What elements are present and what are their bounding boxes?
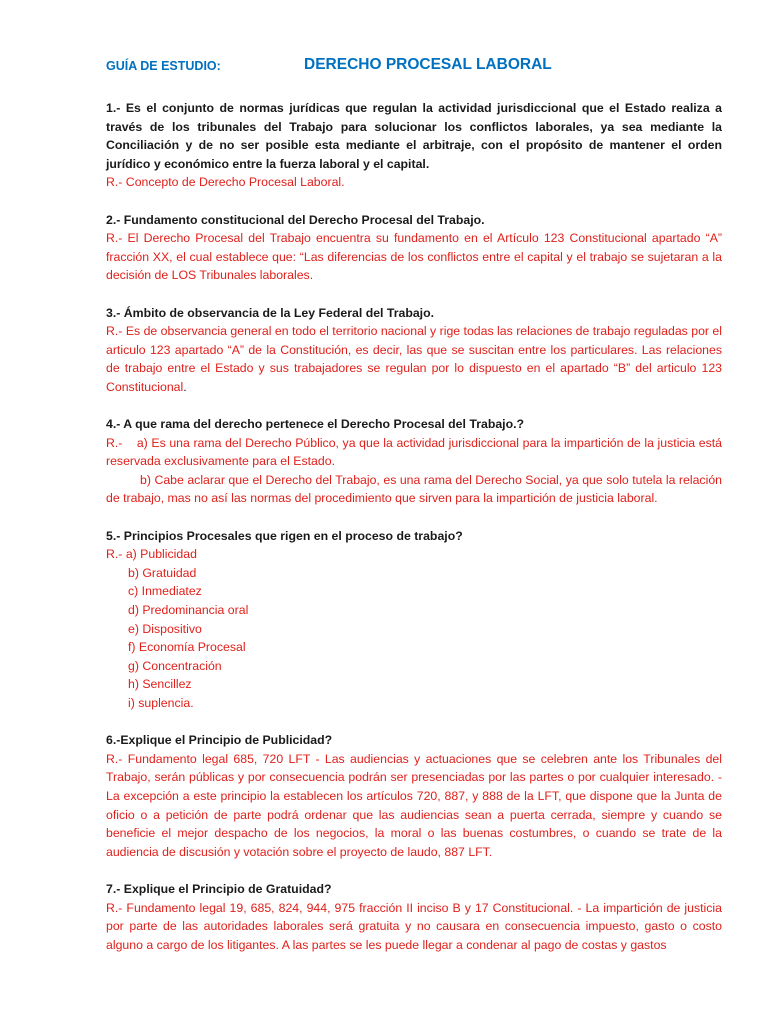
list-item: d) Predominancia oral xyxy=(128,603,249,618)
question-text: 1.- Es el conjunto de normas jurídicas que regulan la actividad jurisdiccional que el Estado realiza a través de los tribunales del Trabajo para solucionar los conflictos laborales, ya sea mediante la Conciliación y de no ser posible esta mediante el arbitraje, con el propósito de mantener el orden jurídico y económico entre la fuerza laboral y el capital. xyxy=(106,101,722,171)
question-1 xyxy=(106,99,722,192)
answer-part-b: b) Cabe aclarar que el Derecho del Trabajo, es una rama del Derecho Social, ya que solo tutela la relación de trabajo, mas no así las normas del procedimiento que sirven para la impartición de justicia laboral. xyxy=(106,472,722,506)
question-5 xyxy=(106,527,722,713)
list-item: h) Sencillez xyxy=(128,677,192,692)
document-header xyxy=(106,56,722,78)
question-text: 7.- Explique el Principio de Gratuidad? xyxy=(106,881,332,896)
list-item: f) Economía Procesal xyxy=(128,640,246,655)
answer-period: . xyxy=(183,379,187,394)
question-4 xyxy=(106,415,726,508)
list-item: g) Concentración xyxy=(128,658,222,673)
principles-list xyxy=(106,545,722,712)
question-text: 4.- A que rama del derecho pertenece el Derecho Procesal del Trabajo.? xyxy=(106,417,525,432)
answer-body: R.- Es de observancia general en todo el territorio nacional y rige todas las relaciones de trabajo reguladas por el articulo 123 apartado “A” de la Constitución, es decir, las que se suscitan entre los particulares. Las relaciones de trabajo entre el Estado y sus trabajadores se regulan por lo dispuesto en el apartado “B” del articulo 123 Constitucional xyxy=(106,324,722,394)
document-title: DERECHO PROCESAL LABORAL xyxy=(304,56,552,73)
question-7 xyxy=(106,880,722,954)
question-6 xyxy=(106,731,722,861)
answer-part-a: R.- a) Es una rama del Derecho Público, ya que la actividad jurisdiccional para la impartición de la justicia está reservada exclusivamente para el Estado. xyxy=(106,435,726,469)
list-item: c) Inmediatez xyxy=(128,584,202,599)
question-2 xyxy=(106,211,722,285)
question-text: 5.- Principios Procesales que rigen en el proceso de trabajo? xyxy=(106,528,463,543)
document-body xyxy=(106,99,726,973)
answer-prefix: R.- xyxy=(106,547,123,562)
list-item: b) Gratuidad xyxy=(128,565,197,580)
question-3 xyxy=(106,304,722,397)
list-item: e) Dispositivo xyxy=(128,621,202,636)
answer-text: R.- Fundamento legal 19, 685, 824, 944, 975 fracción II inciso B y 17 Constitucional. - La impartición de justicia por parte de las autoridades laborales será gratuita y no causara en consecuencia impuesto, gasto o costo alguno a cargo de los litigantes. A las partes se les puede llegar a condenar al pago de costas y gastos xyxy=(106,900,722,952)
guide-label: GUÍA DE ESTUDIO: xyxy=(106,59,221,73)
answer-text: R.- El Derecho Procesal del Trabajo encuentra su fundamento en el Artículo 123 Constitucional apartado “A” fracción XX, el cual establece que: “Las diferencias de los conflictos entre el capital y el trabajo se sujetaran a la decisión de LOS Tribunales laborales. xyxy=(106,231,722,283)
question-text: 3.- Ámbito de observancia de la Ley Federal del Trabajo. xyxy=(106,305,435,320)
answer-text: R.- Concepto de Derecho Procesal Laboral. xyxy=(106,175,345,190)
answer-text: R.- Fundamento legal 685, 720 LFT - Las audiencias y actuaciones que se celebren ante los Tribunales del Trabajo, serán públicas y por consecuencia podrán ser presenciadas por las partes o por cualquier interesado. - La excepción a este principio la establecen los artículos 720, 887, y 888 de la LFT, que dispone que la Junta de oficio o a petición de parte podrá ordenar que las audiencias sean a puerta cerrada, siempre y cuando se beneficie el mejor despacho de los negocios, la moral o las buenas costumbres, o cuando se trate de la audiencia de discusión y votación sobre el proyecto de laudo, 887 LFT. xyxy=(106,751,722,859)
list-item: i) suplencia. xyxy=(128,696,194,710)
list-item: a) Publicidad xyxy=(125,547,197,562)
answer-text xyxy=(106,322,722,396)
question-text: 6.-Explique el Principio de Publicidad? xyxy=(106,733,333,748)
question-text: 2.- Fundamento constitucional del Derecho Procesal del Trabajo. xyxy=(106,212,485,227)
